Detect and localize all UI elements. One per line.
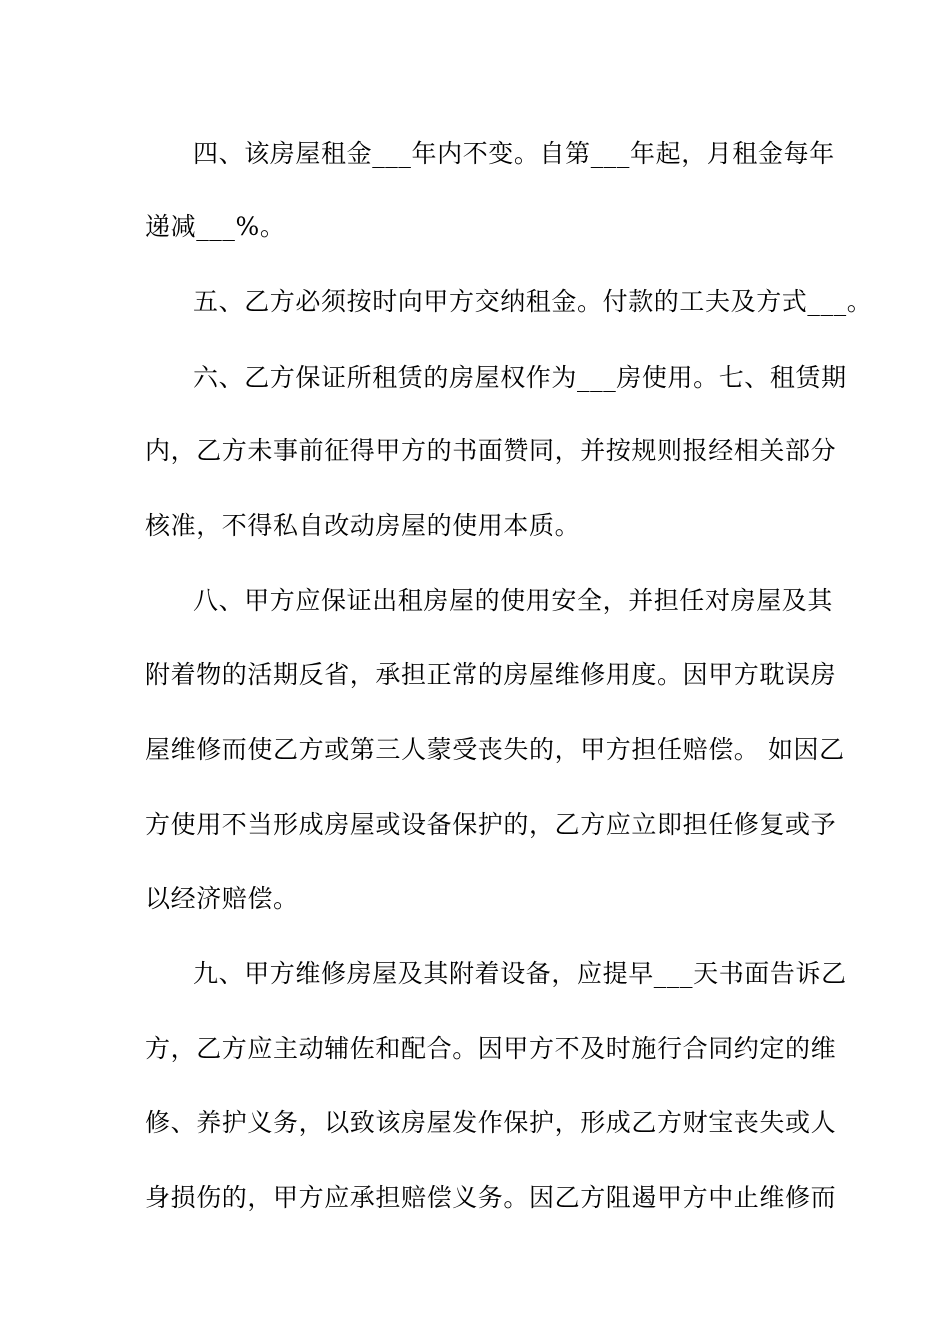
clause-8-line-4: 方使用不当形成房屋或设备保护的，乙方应立即担任修复或予 bbox=[145, 810, 837, 839]
clause-9-line-3: 修、养护义务，以致该房屋发作保护，形成乙方财宝丧失或人 bbox=[145, 1108, 837, 1137]
clause-6-line-2: 内，乙方未事前征得甲方的书面赞同，并按规则报经相关部分 bbox=[145, 436, 837, 465]
clause-8-line-2: 附着物的活期反省，承担正常的房屋维修用度。因甲方耽误房 bbox=[145, 660, 837, 689]
clause-9-line-1: 九、甲方维修房屋及其附着设备，应提早___天书面告诉乙 bbox=[193, 959, 847, 988]
clause-6-line-1: 六、乙方保证所租赁的房屋权作为___房使用。七、租赁期 bbox=[193, 363, 847, 392]
clause-8-line-1: 八、甲方应保证出租房屋的使用安全，并担任对房屋及其 bbox=[193, 586, 834, 615]
clause-8-line-5: 以经济赔偿。 bbox=[145, 884, 299, 913]
clause-6-line-3: 核准，不得私自改动房屋的使用本质。 bbox=[145, 511, 581, 540]
clause-4-line-1: 四、该房屋租金___年内不变。自第___年起，月租金每年 bbox=[193, 139, 835, 168]
clause-5-line-1: 五、乙方必须按时向甲方交纳租金。付款的工夫及方式___。 bbox=[193, 287, 873, 316]
clause-4-line-2: 递减___%。 bbox=[145, 212, 286, 241]
clause-9-line-4: 身损伤的，甲方应承担赔偿义务。因乙方阻遏甲方中止维修而 bbox=[145, 1183, 837, 1212]
clause-9-line-2: 方，乙方应主动辅佐和配合。因甲方不及时施行合同约定的维 bbox=[145, 1034, 837, 1063]
clause-8-line-3: 屋维修而使乙方或第三人蒙受丧失的，甲方担任赔偿。 如因乙 bbox=[145, 735, 845, 764]
